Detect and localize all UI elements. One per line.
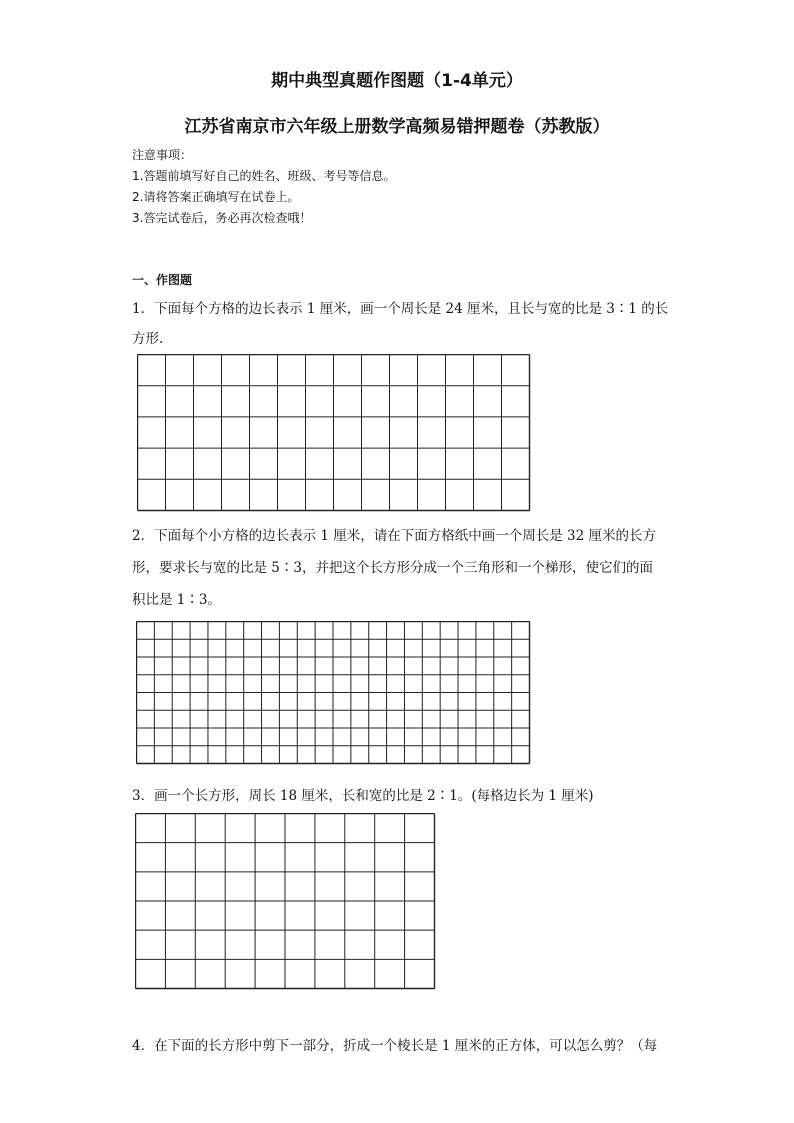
section-title: 一、作图题 [132, 273, 193, 287]
notes-item-2: 2.请将答案正确填写在试卷上。 [132, 190, 300, 204]
question-1-grid [137, 354, 531, 514]
notes-heading: 注意事项： [132, 148, 193, 162]
notes-item-1: 1.答题前填写好自己的姓名、班级、考号等信息。 [132, 169, 396, 183]
question-1-line-2: 方形. [132, 331, 164, 347]
question-4-line-1: 4．在下面的长方形中剪下一部分，折成一个棱长是 1 厘米的正方体，可以怎么剪？（每 [132, 1038, 658, 1054]
question-1-line-1: 1．下面每个方格的边长表示 1 厘米，画一个周长是 24 厘米，且长与宽的比是 3∶1 的长 [132, 301, 669, 317]
question-2-line-3: 积比是 1∶3。 [132, 592, 221, 608]
question-3-line-1: 3．画一个长方形，周长 18 厘米，长和宽的比是 2∶1。(每格边长为 1 厘米) [132, 788, 594, 804]
notes-item-3: 3.答完试卷后，务必再次检查哦！ [132, 211, 312, 225]
question-3-grid [135, 813, 437, 991]
question-2-grid [136, 621, 532, 767]
question-2-line-1: 2．下面每个小方格的边长表示 1 厘米，请在下面方格纸中画一个周长是 32 厘米的长方 [132, 528, 657, 544]
page-subtitle: 江苏省南京市六年级上册数学高频易错押题卷（苏教版） [184, 117, 610, 137]
question-2-line-2: 形，要求长与宽的比是 5∶3，并把这个长方形分成一个三角形和一个梯形，使它们的面 [132, 560, 653, 576]
page-title: 期中典型真题作图题（1-4单元） [271, 71, 523, 91]
